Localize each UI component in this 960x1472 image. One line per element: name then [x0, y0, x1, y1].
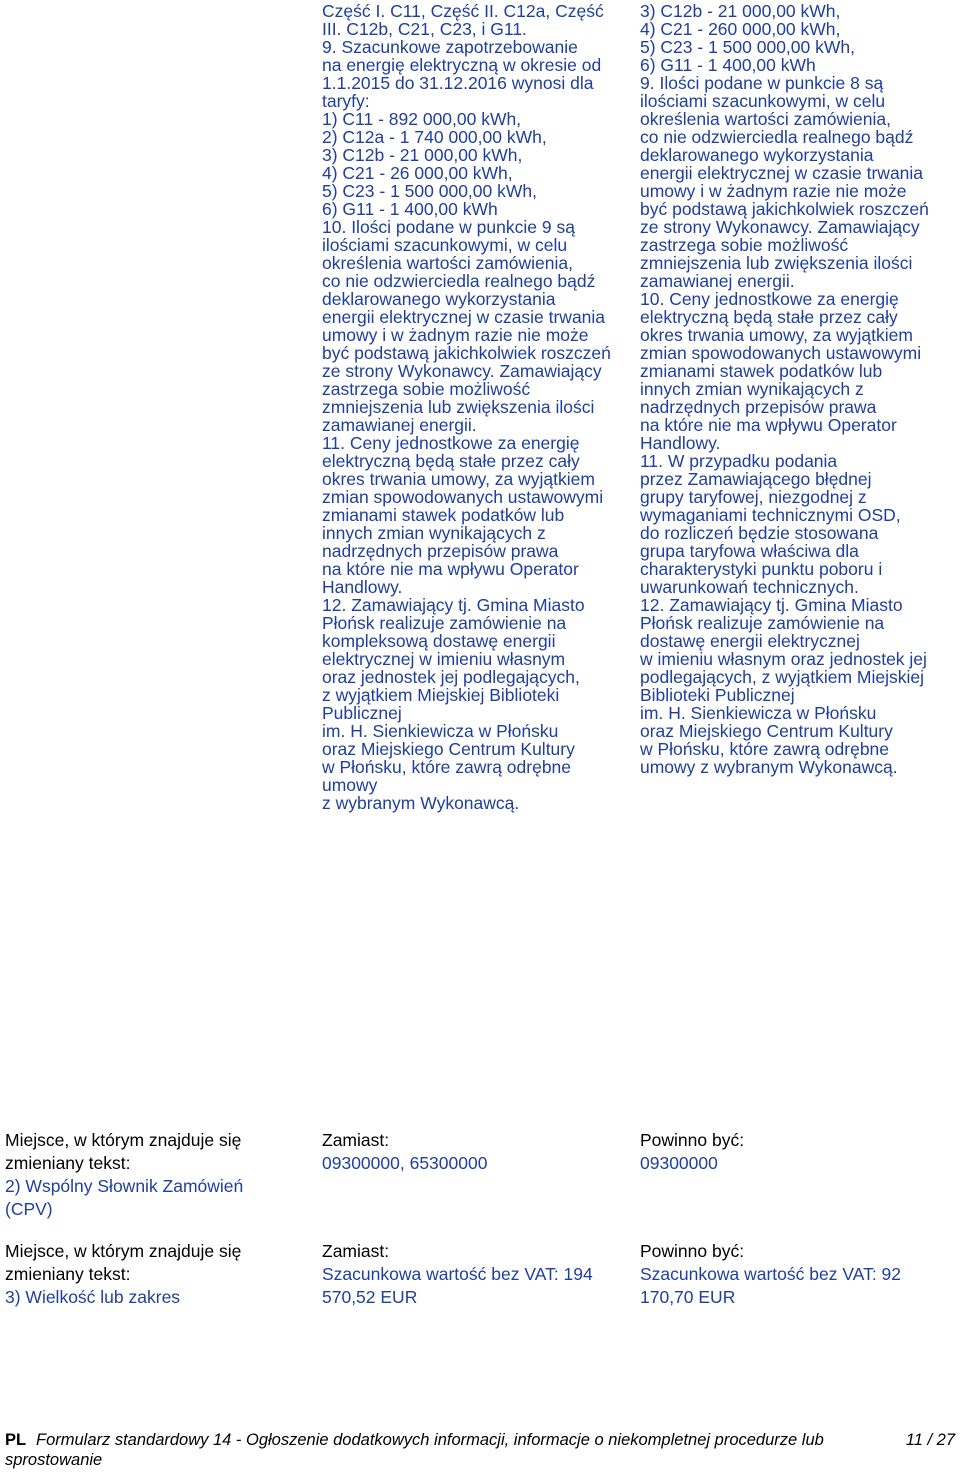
text-line: Płońsk realizuje zamówienie na: [640, 613, 885, 633]
text-line: kompleksową dostawę energii: [322, 631, 556, 651]
text-line: zmianami stawek podatków lub: [640, 361, 883, 381]
instead-value: 09300000, 65300000: [322, 1153, 488, 1173]
text-line: 3) C12b - 21 000,00 kWh,: [322, 145, 523, 165]
text-line: 6) G11 - 1 400,00 kWh: [322, 199, 498, 219]
footer-page-number: 11 / 27: [905, 1431, 955, 1449]
text-line: 9. Ilości podane w punkcie 8 są: [640, 73, 884, 93]
change-block-cpv: [0, 1129, 960, 1229]
text-line: zmian spowodowanych ustawowymi: [322, 487, 604, 507]
text-line: 6) G11 - 1 400,00 kWh: [640, 55, 816, 75]
text-line: charakterystyki punktu poboru i: [640, 559, 883, 579]
text-line: okres trwania umowy, za wyjątkiem: [322, 469, 595, 489]
text-line: nadrzędnych przepisów prawa: [640, 397, 877, 417]
place-label-line: zmieniany tekst:: [5, 1264, 131, 1284]
text-line: Handlowy.: [640, 433, 721, 453]
text-line: taryfy:: [322, 91, 370, 111]
text-line: Płońsk realizuje zamówienie na: [322, 613, 567, 633]
footer-title-line: Formularz standardowy 14 - Ogłoszenie dodatkowych informacji, informacje o niekompletnej procedurze lub: [36, 1431, 824, 1449]
should-be-label: Powinno być:: [640, 1241, 745, 1261]
place-value-line: 2) Wspólny Słownik Zamówień: [5, 1176, 244, 1196]
change-instead: [322, 1240, 637, 1309]
footer-form-title: [5, 1430, 876, 1470]
text-line: umowy i w żadnym razie nie może: [322, 325, 589, 345]
text-line: Część I. C11, Część II. C12a, Część: [322, 1, 604, 21]
text-line: im. H. Sienkiewicza w Płońsku: [322, 721, 559, 741]
place-value-line: (CPV): [5, 1199, 53, 1219]
text-line: Biblioteki Publicznej: [640, 685, 795, 705]
text-line: 10. Ceny jednostkowe za energię: [640, 289, 899, 309]
text-line: z wybranym Wykonawcą.: [322, 793, 520, 813]
text-line: być podstawą jakichkolwiek roszczeń: [640, 199, 929, 219]
text-line: oraz Miejskiego Centrum Kultury: [640, 721, 893, 741]
text-line: ilościami szacunkowymi, w celu: [322, 235, 568, 255]
text-line: energii elektrycznej w czasie trwania: [322, 307, 606, 327]
text-line: dostawę energii elektrycznej: [640, 631, 860, 651]
text-line: nadrzędnych przepisów prawa: [322, 541, 559, 561]
text-line: ze strony Wykonawcy. Zamawiający: [322, 361, 602, 381]
text-line: oraz jednostek jej podlegających,: [322, 667, 580, 687]
text-line: umowy z wybranym Wykonawcą.: [640, 757, 898, 777]
text-line: co nie odzwierciedla realnego bądź: [322, 271, 596, 291]
text-line: w imieniu własnym oraz jednostek jej: [640, 649, 927, 669]
text-line: określenia wartości zamówienia,: [640, 109, 891, 129]
instead-label: Zamiast:: [322, 1130, 390, 1150]
should-be-value: 09300000: [640, 1153, 718, 1173]
text-line: 5) C23 - 1 500 000,00 kWh,: [640, 37, 855, 57]
text-line: 11. Ceny jednostkowe za energię: [322, 433, 580, 453]
text-line: zastrzega sobie możliwość: [322, 379, 531, 399]
text-line: ilościami szacunkowymi, w celu: [640, 91, 886, 111]
text-line: podlegających, z wyjątkiem Miejskiej: [640, 667, 924, 687]
text-line: przez Zamawiającego błędnej: [640, 469, 872, 489]
text-line: co nie odzwierciedla realnego bądź: [640, 127, 914, 147]
text-line: 9. Szacunkowe zapotrzebowanie: [322, 37, 578, 57]
place-value-line: 3) Wielkość lub zakres: [5, 1287, 181, 1307]
text-line: deklarowanego wykorzystania: [322, 289, 556, 309]
text-line: Publicznej: [322, 703, 402, 723]
text-line: 12. Zamawiający tj. Gmina Miasto: [640, 595, 903, 615]
text-line: w Płońsku, które zawrą odrębne: [322, 757, 572, 777]
text-line: być podstawą jakichkolwiek roszczeń: [322, 343, 611, 363]
text-line: wymaganiami technicznymi OSD,: [640, 505, 901, 525]
text-line: 11. W przypadku podania: [640, 451, 838, 471]
text-line: 2) C12a - 1 740 000,00 kWh,: [322, 127, 547, 147]
instead-value: 570,52 EUR: [322, 1287, 418, 1307]
change-place: [5, 1129, 305, 1221]
footer-language: PL: [5, 1431, 27, 1449]
text-line: z wyjątkiem Miejskiej Biblioteki: [322, 685, 560, 705]
text-line: 5) C23 - 1 500 000,00 kWh,: [322, 181, 537, 201]
text-line: grupy taryfowej, niezgodnej z: [640, 487, 867, 507]
text-line: umowy: [322, 775, 378, 795]
text-line: 1) C11 - 892 000,00 kWh,: [322, 109, 522, 129]
change-should-be: [640, 1129, 955, 1175]
text-line: 4) C21 - 260 000,00 kWh,: [640, 19, 841, 39]
change-block-value: [0, 1240, 960, 1320]
instead-text-column: [322, 2, 640, 812]
text-line: zamawianej energii.: [640, 271, 795, 291]
text-line: w Płońsku, które zawrą odrębne: [640, 739, 890, 759]
place-label-line: Miejsce, w którym znajduje się: [5, 1130, 242, 1150]
change-instead: [322, 1129, 637, 1175]
should-be-value: 170,70 EUR: [640, 1287, 736, 1307]
instead-value: Szacunkowa wartość bez VAT: 194: [322, 1264, 593, 1284]
change-place: [5, 1240, 305, 1309]
text-line: 12. Zamawiający tj. Gmina Miasto: [322, 595, 585, 615]
text-line: 1.1.2015 do 31.12.2016 wynosi dla: [322, 73, 594, 93]
text-line: zmniejszenia lub zwiększenia ilości: [640, 253, 913, 273]
text-line: na które nie ma wpływu Operator: [322, 559, 579, 579]
text-line: zmianami stawek podatków lub: [322, 505, 565, 525]
change-should-be: [640, 1240, 955, 1309]
text-line: ze strony Wykonawcy. Zamawiający: [640, 217, 920, 237]
text-line: uwarunkowań technicznych.: [640, 577, 859, 597]
text-line: elektrycznej w imieniu własnym: [322, 649, 566, 669]
text-line: elektryczną będą stałe przez cały: [322, 451, 580, 471]
text-line: określenia wartości zamówienia,: [322, 253, 573, 273]
text-line: do rozliczeń będzie stosowana: [640, 523, 879, 543]
text-line: innych zmian wynikających z: [640, 379, 864, 399]
text-line: elektryczną będą stałe przez cały: [640, 307, 898, 327]
text-line: na energię elektryczną w okresie od: [322, 55, 602, 75]
should-be-label: Powinno być:: [640, 1130, 745, 1150]
text-line: 4) C21 - 26 000,00 kWh,: [322, 163, 513, 183]
text-line: III. C12b, C21, C23, i G11.: [322, 19, 527, 39]
text-line: umowy i w żadnym razie nie może: [640, 181, 907, 201]
text-line: im. H. Sienkiewicza w Płońsku: [640, 703, 877, 723]
text-line: innych zmian wynikających z: [322, 523, 546, 543]
text-line: na które nie ma wpływu Operator: [640, 415, 897, 435]
place-label-line: zmieniany tekst:: [5, 1153, 131, 1173]
text-line: zmniejszenia lub zwiększenia ilości: [322, 397, 595, 417]
text-line: grupa taryfowa właściwa dla: [640, 541, 859, 561]
footer-title-line: sprostowanie: [5, 1451, 103, 1469]
should-be-text-column: [640, 2, 960, 776]
text-line: oraz Miejskiego Centrum Kultury: [322, 739, 575, 759]
should-be-value: Szacunkowa wartość bez VAT: 92: [640, 1264, 902, 1284]
text-line: 10. Ilości podane w punkcie 9 są: [322, 217, 575, 237]
text-line: energii elektrycznej w czasie trwania: [640, 163, 924, 183]
text-line: zmian spowodowanych ustawowymi: [640, 343, 922, 363]
text-line: 3) C12b - 21 000,00 kWh,: [640, 1, 841, 21]
place-label-line: Miejsce, w którym znajduje się: [5, 1241, 242, 1261]
text-line: okres trwania umowy, za wyjątkiem: [640, 325, 913, 345]
instead-label: Zamiast:: [322, 1241, 390, 1261]
text-line: zastrzega sobie możliwość: [640, 235, 849, 255]
text-line: deklarowanego wykorzystania: [640, 145, 874, 165]
text-line: Handlowy.: [322, 577, 403, 597]
text-line: zamawianej energii.: [322, 415, 477, 435]
